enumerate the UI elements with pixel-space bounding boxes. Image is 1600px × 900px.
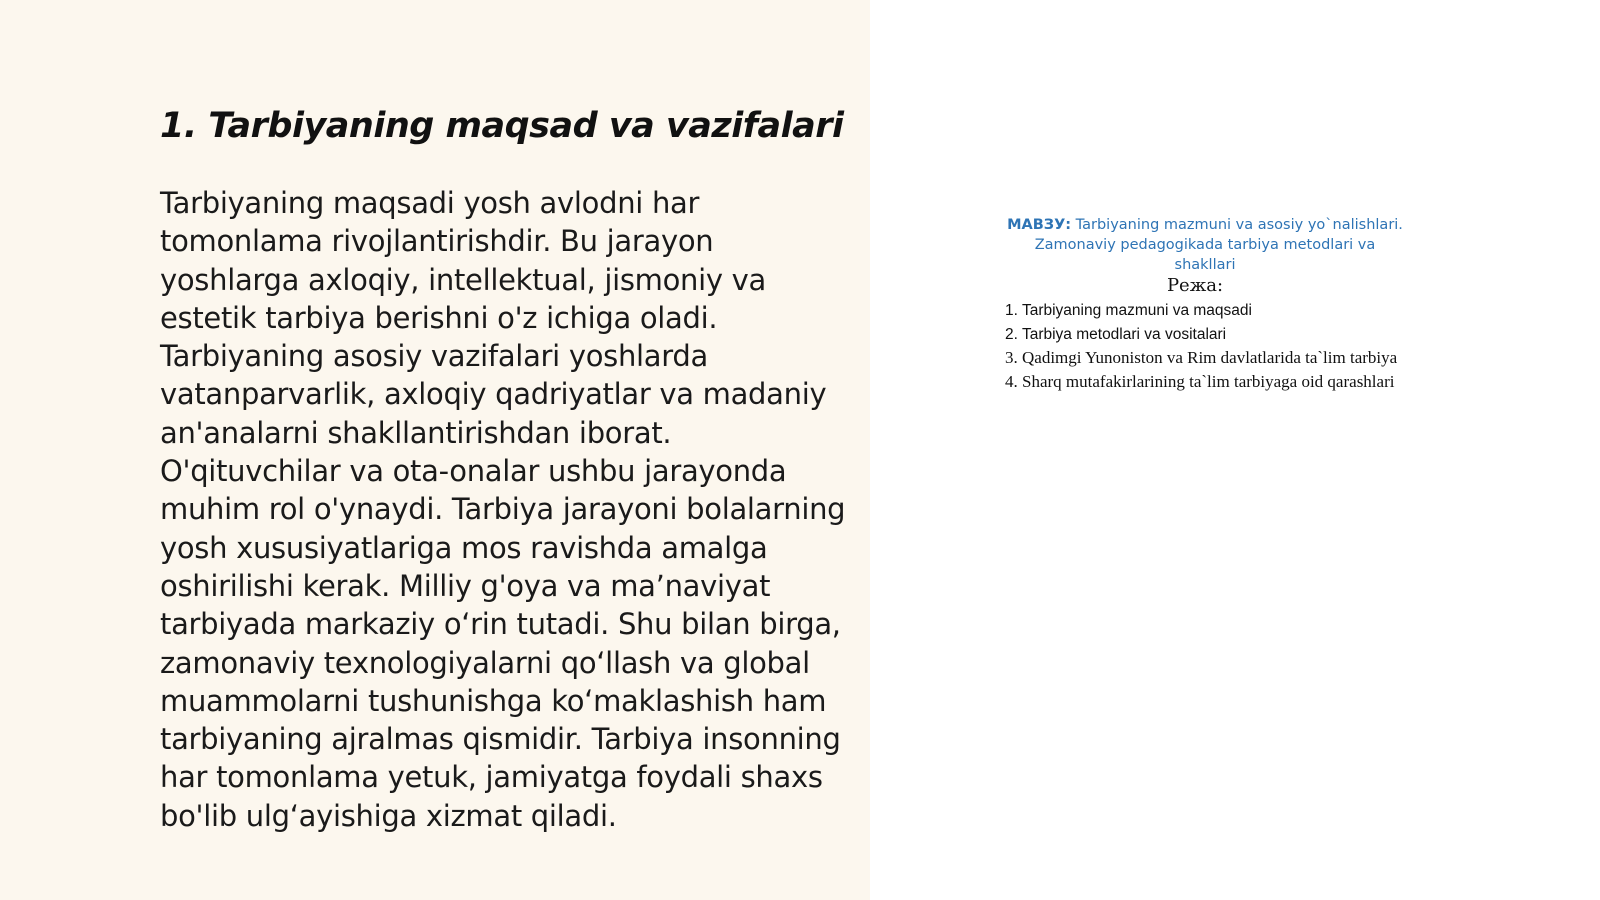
slide-body-text: Tarbiyaning maqsadi yosh avlodni har tomonlama rivojlantirishdir. Bu jarayon yoshlarga axloqiy, intellektual, jismoniy va estetik tarbiya berishni o'z ichiga oladi. Tarbiyaning asosiy vazifalari yoshlarda vatanparvarlik, axloqiy qadriyatlar va madaniy an'analarni shakllantirishdan iborat. O'qituvchilar va ota-onalar ushbu jarayonda muhim rol o'ynaydi. Tarbiya jarayoni bolalarning yosh xususiyatlariga mos ravishda amalga oshirilishi kerak. Milliy g'oya va ma’naviyat tarbiyada markaziy o‘rin tutadi. Shu bilan birga, zamonaviy texnologiyalarni qo‘llash va global muammolarni tushunishga ko‘maklashish ham tarbiyaning ajralmas qismidir. Tarbiya insonning har tomonlama yetuk, jamiyatga foydali shaxs bo'lib ulg‘ayishiga xizmat qiladi. bbox=[160, 186, 846, 833]
topic-text: Tarbiyaning mazmuni va asosiy yo`nalishlari. Zamonaviy pedagogikada tarbiya metodlari va shakllari bbox=[1034, 217, 1403, 273]
plan-item: 2. Tarbiya metodlari va vositalari bbox=[1005, 325, 1227, 343]
plan-heading: Режа: bbox=[1166, 275, 1224, 296]
plan-item: 3. Qadimgi Yunoniston va Rim davlatlarida ta`lim tarbiya bbox=[1005, 348, 1398, 367]
plan-list bbox=[1005, 299, 1405, 393]
plan-image bbox=[1005, 215, 1415, 445]
topic-label: МАВЗУ: bbox=[1007, 217, 1072, 233]
slide-title: 1. Tarbiyaning maqsad va vazifalari bbox=[160, 106, 844, 146]
topic-heading bbox=[1005, 215, 1405, 275]
image-panel bbox=[870, 0, 1600, 900]
plan-item: 1. Tarbiyaning mazmuni va maqsadi bbox=[1005, 302, 1252, 319]
plan-item: 4. Sharq mutafakirlarining ta`lim tarbiyaga oid qarashlari bbox=[1005, 371, 1395, 391]
